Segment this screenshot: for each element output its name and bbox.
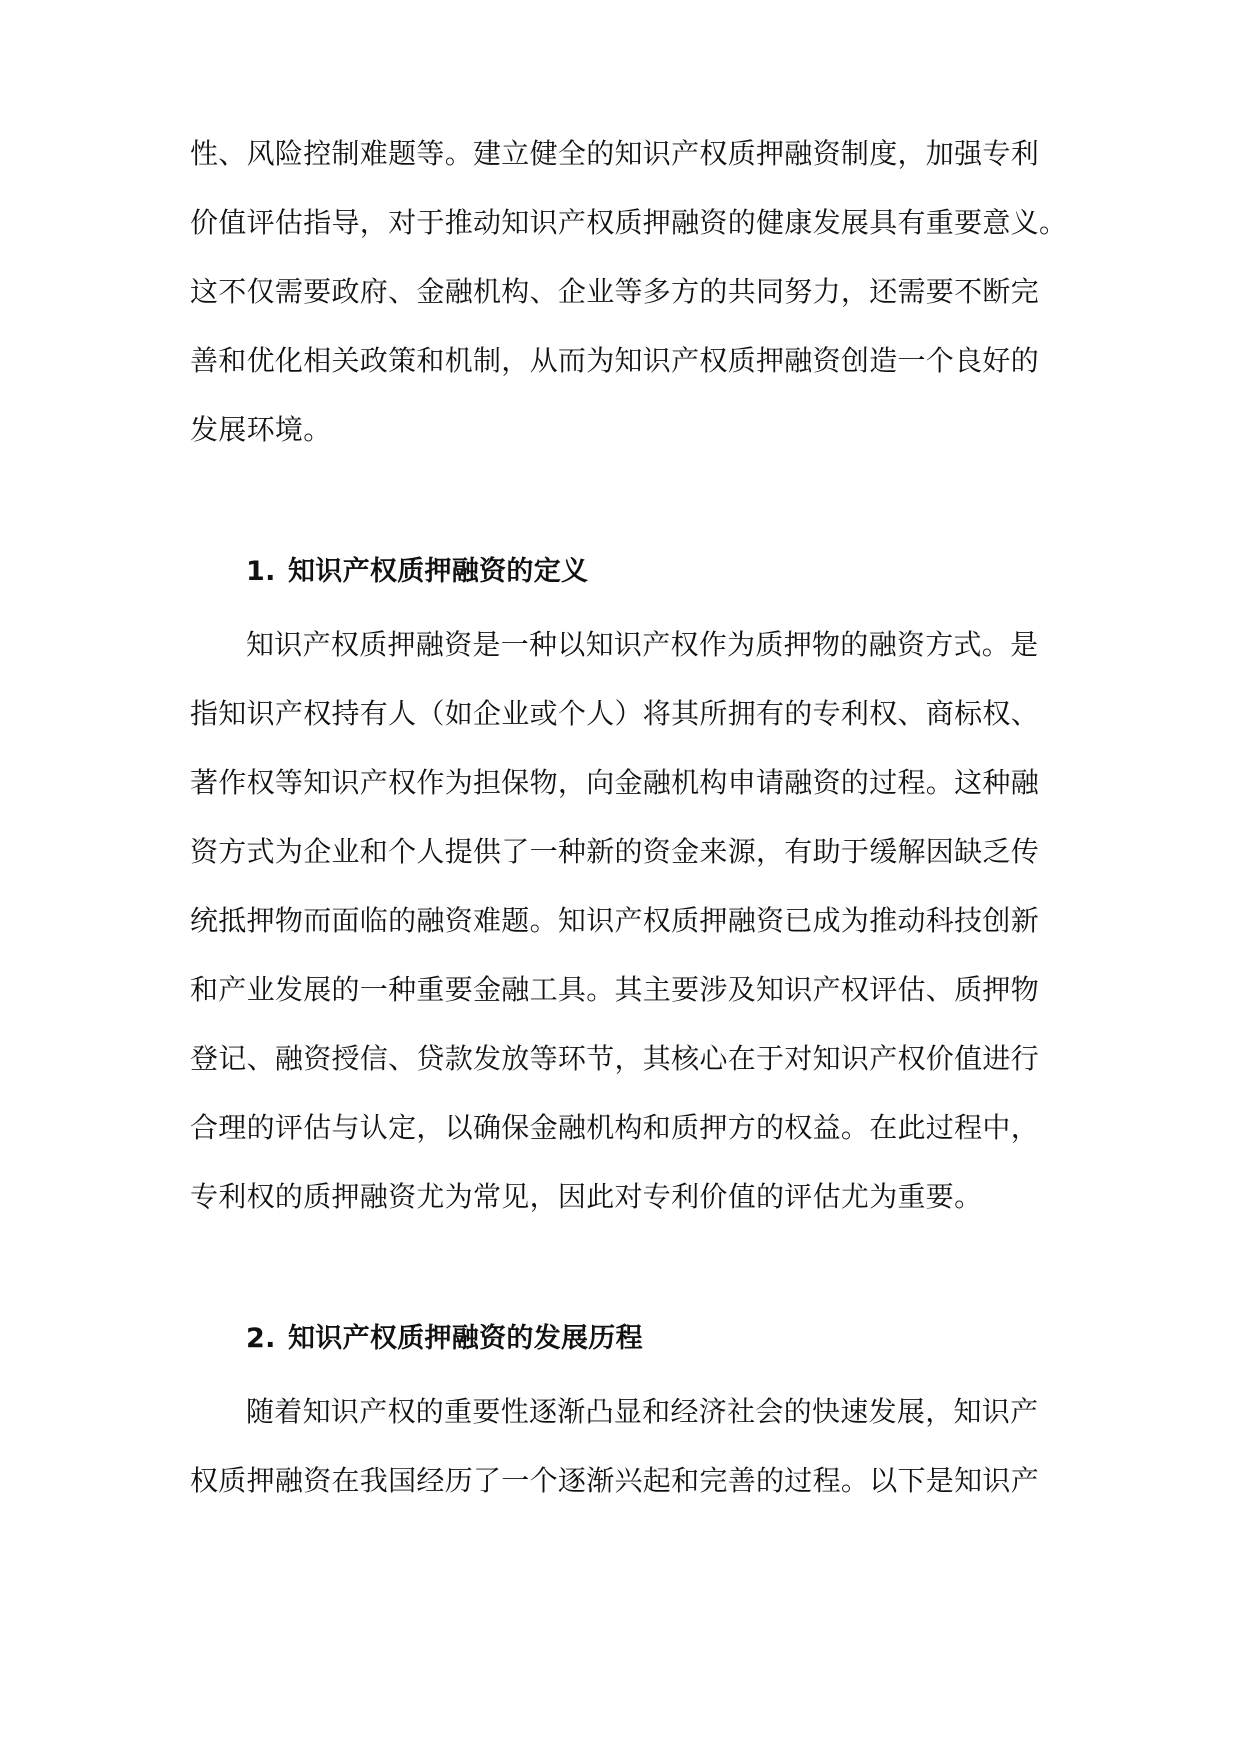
paragraph-line: 登记、融资授信、贷款发放等环节，其核心在于对知识产权价值进行	[190, 1042, 1040, 1075]
paragraph-line: 权质押融资在我国经历了一个逐渐兴起和完善的过程。以下是知识产	[190, 1464, 1040, 1497]
section-number: 2.	[246, 1323, 276, 1354]
paragraph-line: 知识产权质押融资是一种以知识产权作为质押物的融资方式。是	[246, 628, 1039, 661]
paragraph-line: 统抵押物而面临的融资难题。知识产权质押融资已成为推动科技创新	[190, 904, 1040, 937]
paragraph-line: 性、风险控制难题等。建立健全的知识产权质押融资制度，加强专利	[190, 137, 1040, 170]
section-heading-2	[246, 1321, 1126, 1357]
paragraph-line: 专利权的质押融资尤为常见，因此对专利价值的评估尤为重要。	[190, 1180, 983, 1213]
paragraph-line: 合理的评估与认定，以确保金融机构和质押方的权益。在此过程中，	[190, 1111, 1040, 1144]
paragraph-line: 随着知识产权的重要性逐渐凸显和经济社会的快速发展，知识产	[246, 1395, 1039, 1428]
section-title: 知识产权质押融资的发展历程	[288, 1323, 643, 1354]
section-heading-1	[246, 554, 1126, 590]
paragraph-line: 价值评估指导，对于推动知识产权质押融资的健康发展具有重要意义。	[190, 206, 1068, 239]
paragraph-line: 善和优化相关政策和机制，从而为知识产权质押融资创造一个良好的	[190, 344, 1040, 377]
section-title: 知识产权质押融资的定义	[288, 556, 589, 587]
paragraph-line: 发展环境。	[190, 413, 332, 446]
section-number: 1.	[246, 556, 276, 587]
paragraph-line: 指知识产权持有人（如企业或个人）将其所拥有的专利权、商标权、	[190, 697, 1040, 730]
paragraph-line: 这不仅需要政府、金融机构、企业等多方的共同努力，还需要不断完	[190, 275, 1040, 308]
paragraph-line: 资方式为企业和个人提供了一种新的资金来源，有助于缓解因缺乏传	[190, 835, 1040, 868]
paragraph-line: 和产业发展的一种重要金融工具。其主要涉及知识产权评估、质押物	[190, 973, 1040, 1006]
paragraph-line: 著作权等知识产权作为担保物，向金融机构申请融资的过程。这种融	[190, 766, 1040, 799]
